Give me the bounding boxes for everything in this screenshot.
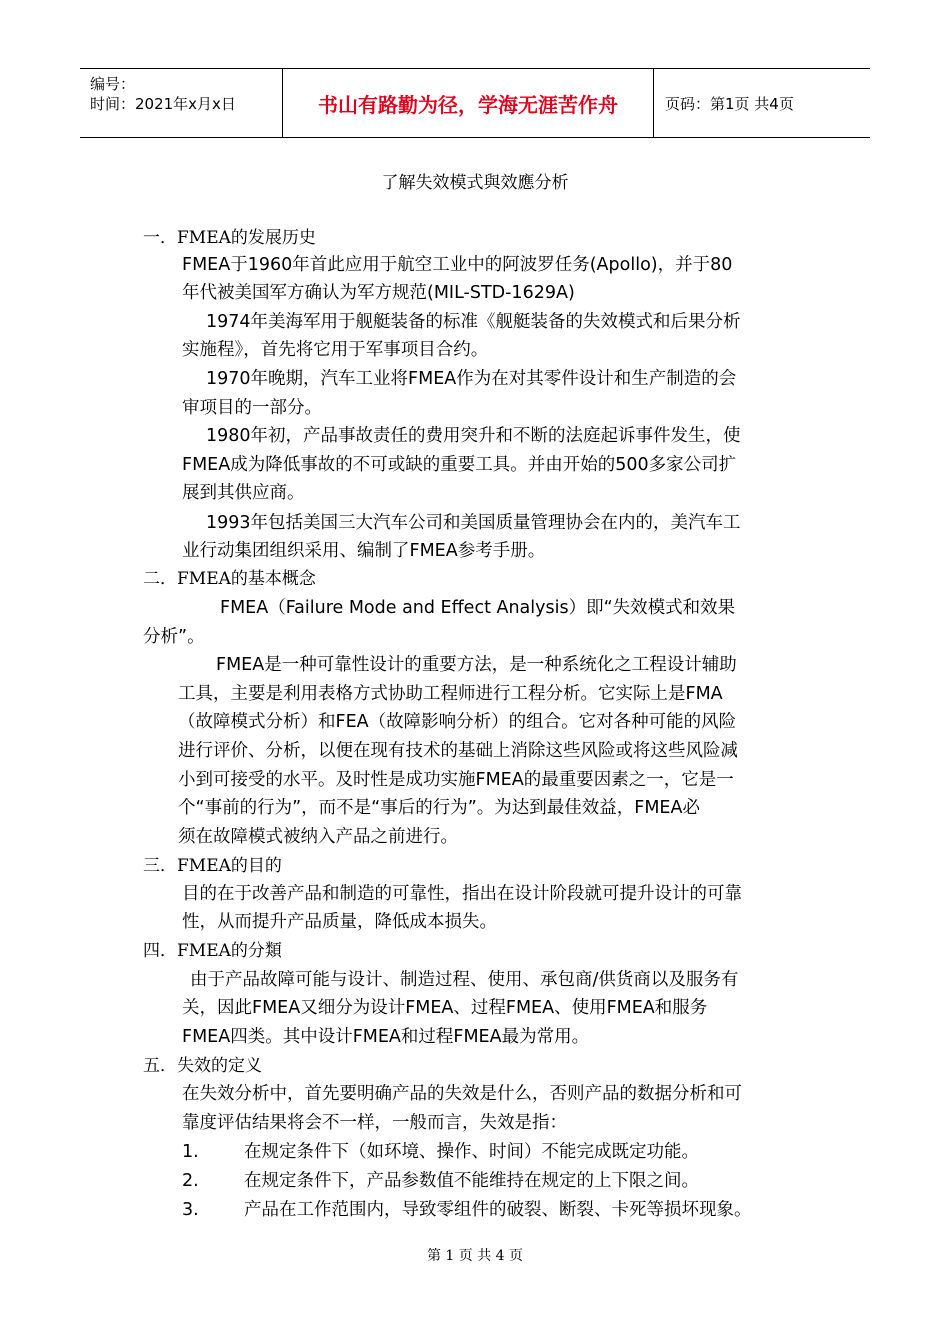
paragraph-line: 工具，主要是利用表格方式协助工程师进行工程分析。它实际上是FMA	[178, 684, 723, 704]
paragraph-line: 年代被美国军方确认为军方规范(MIL-STD-1629A)	[182, 283, 575, 303]
paragraph-line: FMEA是一种可靠性设计的重要方法，是一种系统化之工程设计辅助	[216, 655, 737, 675]
paragraph-line: 由于产品故障可能与设计、制造过程、使用、承包商/供货商以及服务有	[190, 970, 739, 990]
paragraph-line: 小到可接受的水平。及时性是成功实施FMEA的最重要因素之一，它是一	[178, 770, 734, 790]
section-heading-2: 二．FMEA的基本概念	[143, 569, 316, 589]
list-item-number: 1.	[182, 1142, 199, 1162]
paragraph-line: FMEA于1960年首此应用于航空工业中的阿波罗任务(Apollo)，并于80	[182, 255, 733, 275]
section-heading-5: 五．失效的定义	[143, 1056, 262, 1076]
section-heading-1: 一．FMEA的发展历史	[143, 228, 316, 248]
paragraph-line: 分析”。	[143, 627, 205, 647]
paragraph-line: （故障模式分析）和FEA（故障影响分析）的组合。它对各种可能的风险	[178, 712, 737, 732]
paragraph-line: 目的在于改善产品和制造的可靠性，指出在设计阶段就可提升设计的可靠	[182, 884, 742, 904]
paragraph-line: 1980年初，产品事故责任的费用突升和不断的法庭起诉事件发生，使	[206, 426, 741, 446]
list-item-number: 3.	[182, 1200, 199, 1220]
paragraph-line: 1970年晚期，汽车工业将FMEA作为在对其零件设计和生产制造的会	[206, 369, 737, 389]
paragraph-line: 靠度评估结果将会不一样，一般而言，失效是指：	[182, 1113, 567, 1133]
document-title: 了解失效模式與效應分析	[381, 173, 569, 193]
paragraph-line: FMEA（Failure Mode and Effect Analysis）即“失效模式和效果	[220, 598, 736, 618]
paragraph-line: 进行评价、分析，以便在现有技术的基础上消除这些风险或将这些风险减	[178, 741, 738, 761]
paragraph-line: 在失效分析中，首先要明确产品的失效是什么，否则产品的数据分析和可	[182, 1084, 742, 1104]
list-item: 在规定条件下，产品参数值不能维持在规定的上下限之间。	[244, 1171, 699, 1191]
list-item: 产品在工作范围内，导致零组件的破裂、断裂、卡死等损坏现象。	[244, 1200, 752, 1220]
paragraph-line: 业行动集团组织采用、编制了FMEA参考手册。	[182, 541, 546, 561]
header-left-cell	[80, 69, 282, 137]
time-label: 时间：2021年x月x日	[90, 95, 236, 113]
paragraph-line: 须在故障模式被纳入产品之前进行。	[178, 827, 458, 847]
paragraph-line: 实施程》，首先将它用于军事项目合约。	[182, 340, 489, 360]
paragraph-line: 展到其供应商。	[182, 483, 305, 503]
paragraph-line: 1974年美海军用于舰艇装备的标准《舰艇装备的失效模式和后果分析	[206, 312, 741, 332]
motto: 书山有路勤为径，学海无涯苦作舟	[282, 69, 654, 137]
section-heading-3: 三．FMEA的目的	[143, 856, 282, 876]
paragraph-line: 关，因此FMEA又细分为设计FMEA、过程FMEA、使用FMEA和服务	[182, 998, 708, 1018]
document-header	[80, 68, 870, 138]
paragraph-line: 性，从而提升产品质量，降低成本损失。	[182, 912, 497, 932]
list-item-number: 2.	[182, 1171, 199, 1191]
section-heading-4: 四．FMEA的分類	[143, 941, 282, 961]
paragraph-line: 审项目的一部分。	[182, 398, 322, 418]
page-footer: 第 1 页 共 4 页	[426, 1248, 524, 1264]
paragraph-line: FMEA四类。其中设计FMEA和过程FMEA最为常用。	[182, 1027, 590, 1047]
paragraph-line: FMEA成为降低事故的不可或缺的重要工具。并由开始的500多家公司扩	[182, 455, 737, 475]
paragraph-line: 个“事前的行为”，而不是“事后的行为”。为达到最佳效益，FMEA必	[178, 798, 700, 818]
page-info: 页码：第1页 共4页	[665, 94, 794, 113]
list-item: 在规定条件下（如环境、操作、时间）不能完成既定功能。	[244, 1142, 699, 1162]
paragraph-line: 1993年包括美国三大汽车公司和美国质量管理协会在内的，美汽车工	[206, 513, 741, 533]
number-label: 编号：	[90, 75, 136, 93]
